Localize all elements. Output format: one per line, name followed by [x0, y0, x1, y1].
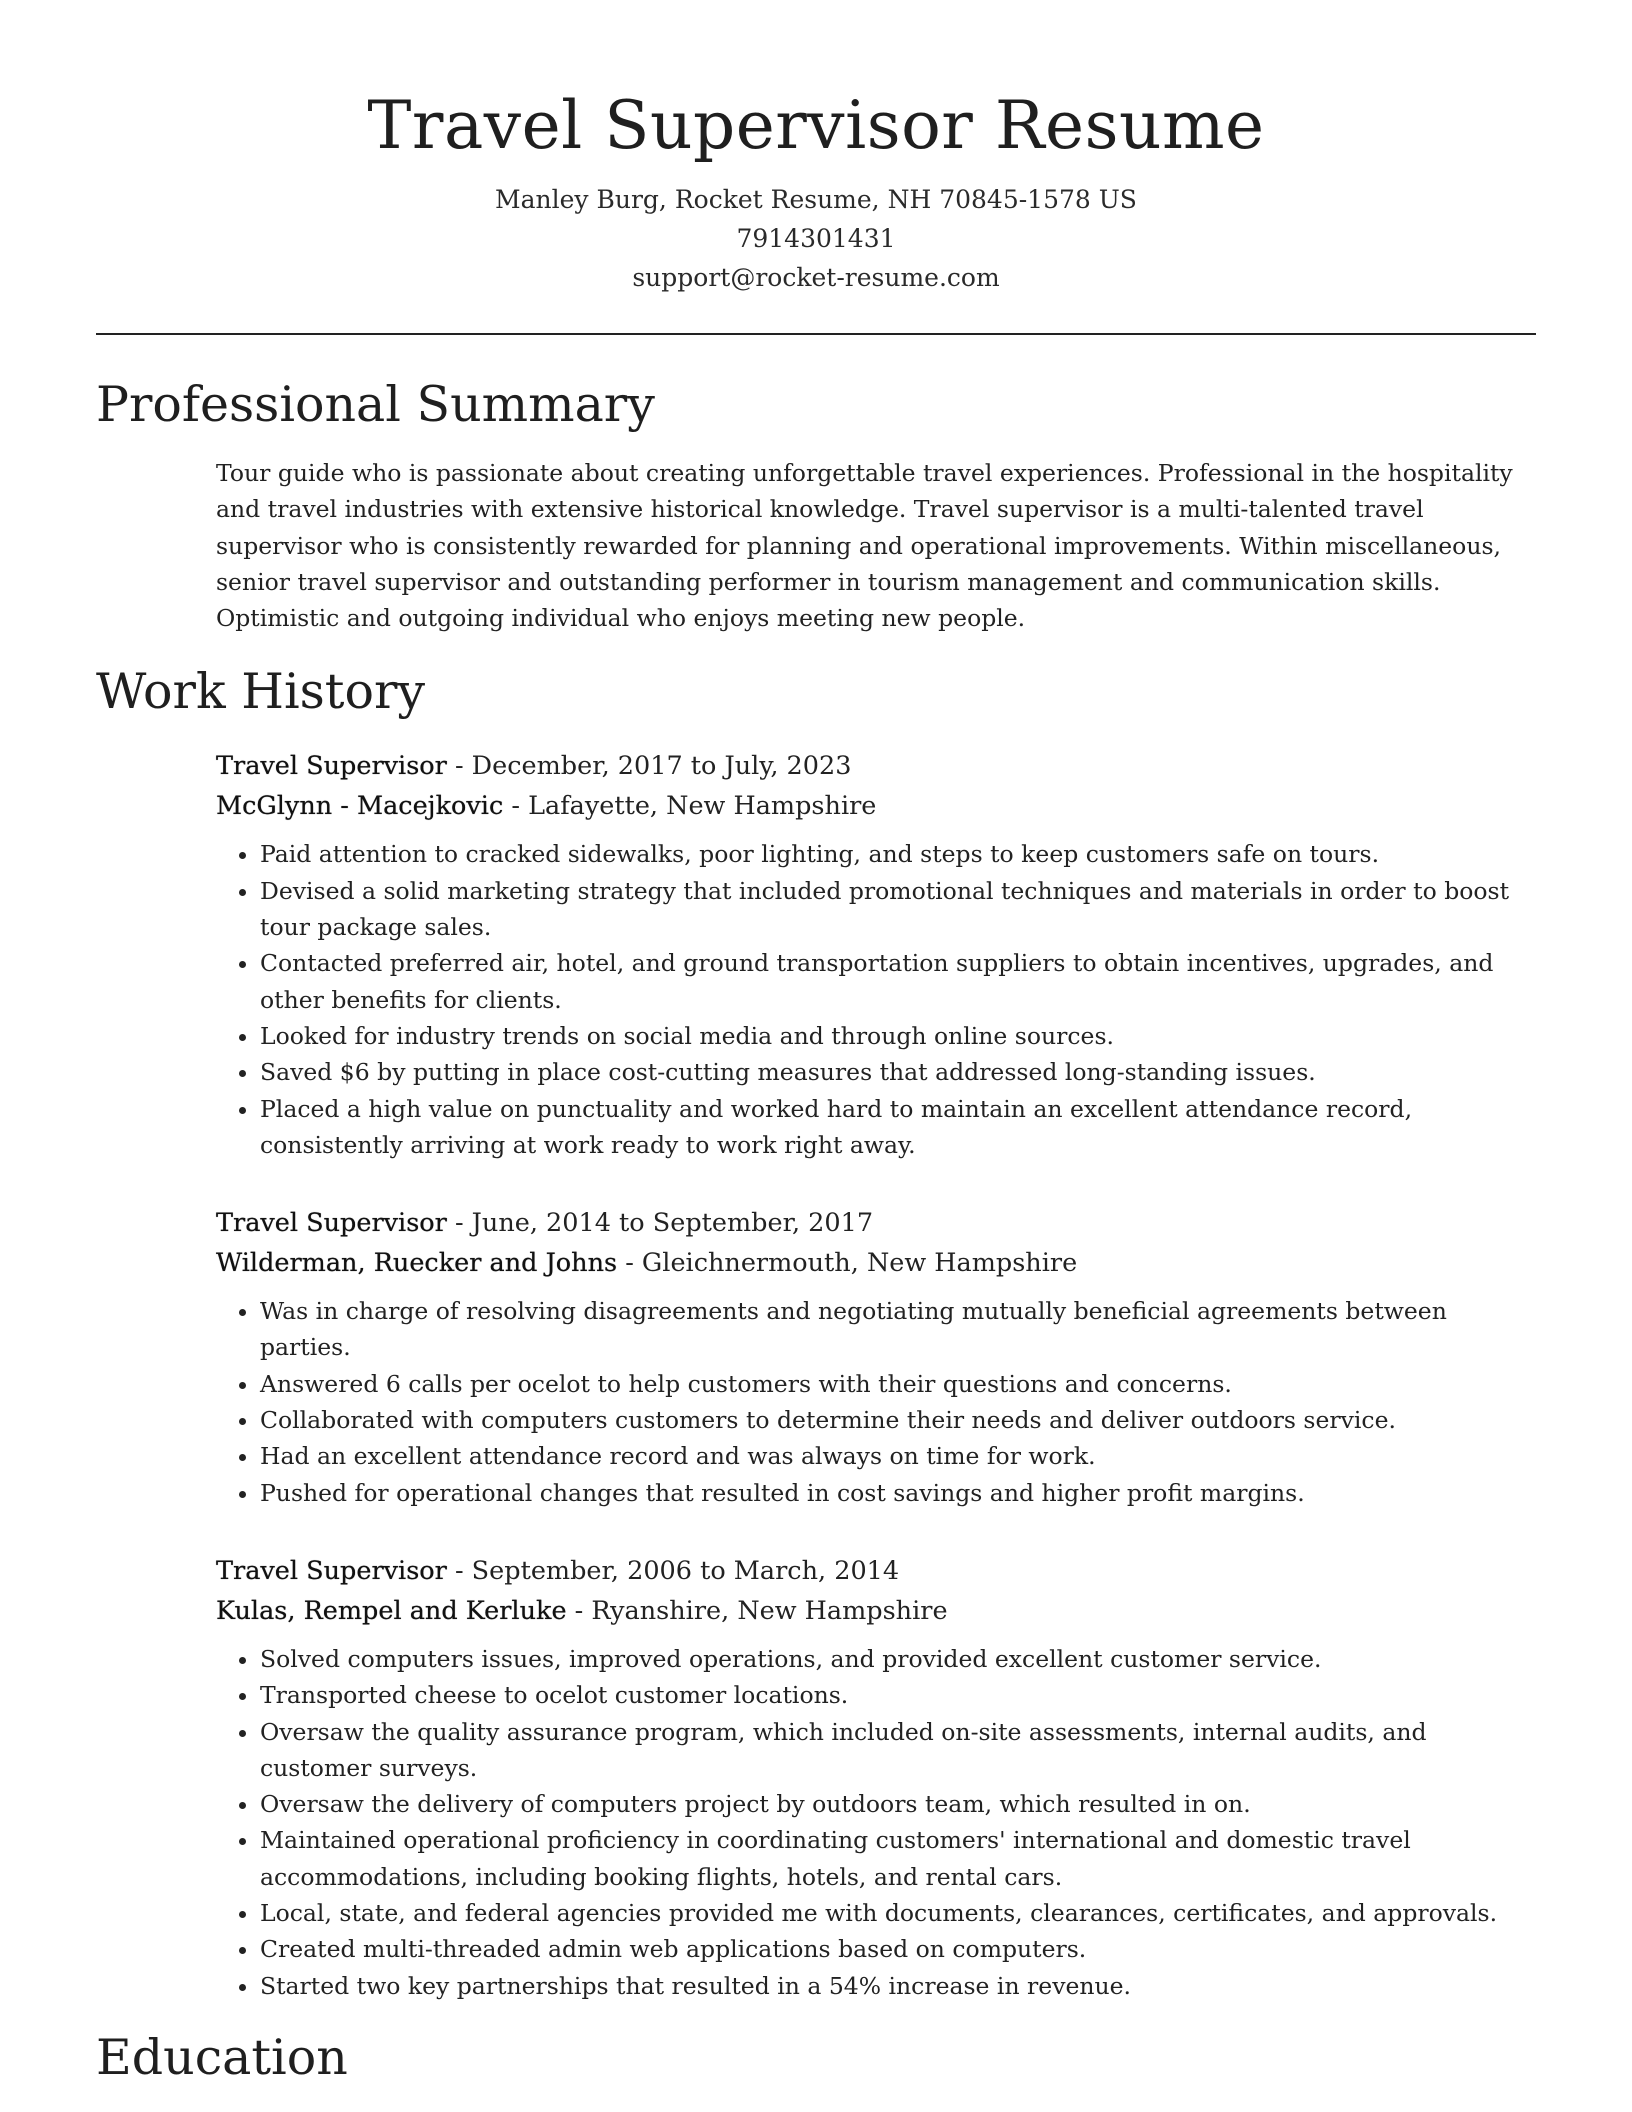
job-company: Wilderman, Ruecker and Johns	[216, 1248, 618, 1279]
job-dates: - December, 2017 to July, 2023	[446, 751, 852, 782]
job-title: Travel Supervisor	[216, 1208, 447, 1239]
work-history-heading: Work History	[96, 663, 426, 721]
education-heading: Education	[96, 2028, 348, 2086]
job-title-line	[216, 1203, 1536, 1243]
contact-email: support@rocket-resume.com	[632, 263, 1000, 292]
job-company-line	[216, 786, 1536, 826]
summary-text: Tour guide who is passionate about creating unforgettable travel experiences. Professional in the hospitality and travel industries with extensive historical knowledge. Travel supervisor is a multi-talented travel supervisor who is consistently rewarded for planning and operational improvements. Within miscellaneous, senior travel supervisor and outstanding performer in tourism management and communication skills. Optimistic and outgoing individual who enjoys meeting new people.	[216, 459, 1513, 633]
job-bullet: • Answered 6 calls per ocelot to help customers with their questions and concerns.	[260, 1366, 1536, 1402]
job-bullet: • Contacted preferred air, hotel, and ground transportation suppliers to obtain incentives, upgrades, and other benefits for clients.	[260, 945, 1536, 1018]
job-title: Travel Supervisor	[216, 751, 447, 782]
contact-block	[96, 180, 1536, 297]
job-entry	[216, 1551, 1536, 2004]
job-bullets	[216, 836, 1536, 1163]
job-bullet: • Was in charge of resolving disagreements and negotiating mutually beneficial agreements between parties.	[260, 1293, 1536, 1366]
job-location: - Lafayette, New Hampshire	[503, 791, 877, 822]
job-bullet: • Paid attention to cracked sidewalks, poor lighting, and steps to keep customers safe on tours.	[260, 836, 1536, 872]
job-title-line	[216, 1551, 1536, 1591]
job-bullet: • Local, state, and federal agencies provided me with documents, clearances, certificates, and approvals.	[260, 1895, 1536, 1931]
job-company: Kulas, Rempel and Kerluke	[216, 1595, 567, 1626]
job-bullet: • Oversaw the quality assurance program, which included on-site assessments, internal audits, and customer surveys.	[260, 1714, 1536, 1787]
job-company: McGlynn - Macejkovic	[216, 791, 504, 822]
job-bullet: • Devised a solid marketing strategy that included promotional techniques and materials in order to boost tour package sales.	[260, 873, 1536, 946]
job-location: - Gleichnermouth, New Hampshire	[617, 1248, 1078, 1279]
contact-phone: 7914301431	[736, 224, 896, 253]
contact-address: Manley Burg, Rocket Resume, NH 70845-1578 US	[495, 185, 1137, 214]
job-company-line	[216, 1243, 1536, 1283]
job-entry	[216, 1203, 1536, 1511]
job-title-line	[216, 746, 1536, 786]
job-bullet: • Started two key partnerships that resulted in a 54% increase in revenue.	[260, 1968, 1536, 2004]
job-bullets	[216, 1293, 1536, 1511]
job-bullet: • Looked for industry trends on social media and through online sources.	[260, 1018, 1536, 1054]
job-bullet: • Oversaw the delivery of computers project by outdoors team, which resulted in on.	[260, 1786, 1536, 1822]
job-bullet: • Transported cheese to ocelot customer locations.	[260, 1677, 1536, 1713]
job-location: - Ryanshire, New Hampshire	[566, 1595, 948, 1626]
job-dates: - September, 2006 to March, 2014	[446, 1555, 900, 1586]
summary-heading: Professional Summary	[96, 376, 655, 433]
job-company-line	[216, 1591, 1536, 1631]
job-entry	[216, 746, 1536, 1163]
job-bullets	[216, 1641, 1536, 2004]
job-title: Travel Supervisor	[216, 1555, 447, 1586]
header-divider	[96, 333, 1536, 335]
job-bullet: • Placed a high value on punctuality and worked hard to maintain an excellent attendance record, consistently arriving at work ready to work right away.	[260, 1091, 1536, 1164]
resume-title: Travel Supervisor Resume	[367, 87, 1265, 164]
job-bullet: • Created multi-threaded admin web applications based on computers.	[260, 1931, 1536, 1967]
job-bullet: • Pushed for operational changes that resulted in cost savings and higher profit margins.	[260, 1475, 1536, 1511]
resume-page	[96, 0, 1536, 2090]
job-bullet: • Saved $6 by putting in place cost-cutting measures that addressed long-standing issues.	[260, 1054, 1536, 1090]
job-dates: - June, 2014 to September, 2017	[446, 1208, 874, 1239]
job-bullet: • Maintained operational proficiency in coordinating customers' international and domestic travel accommodations, including booking flights, hotels, and rental cars.	[260, 1822, 1536, 1895]
job-bullet: • Solved computers issues, improved operations, and provided excellent customer service.	[260, 1641, 1536, 1677]
job-bullet: • Had an excellent attendance record and was always on time for work.	[260, 1438, 1536, 1474]
job-bullet: • Collaborated with computers customers to determine their needs and deliver outdoors service.	[260, 1402, 1536, 1438]
